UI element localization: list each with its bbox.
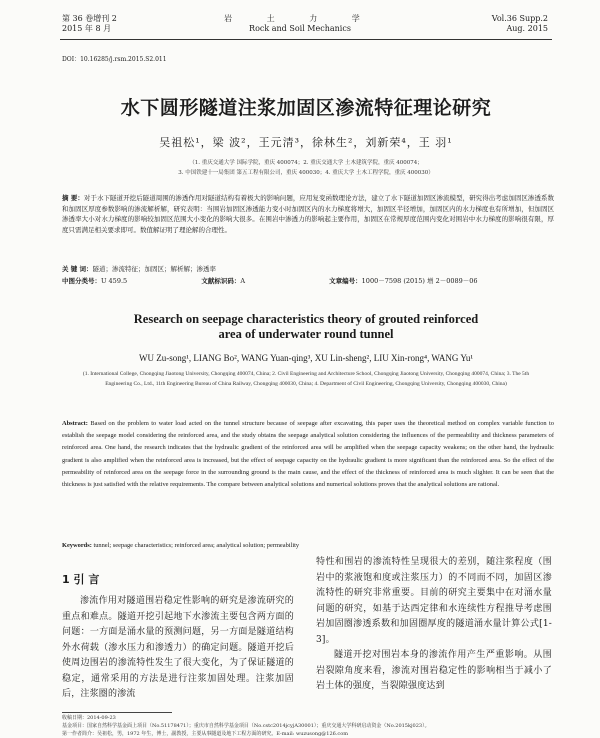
abstract-cn: [62, 193, 554, 235]
header-right: [492, 14, 548, 34]
volume-cn: 第 36 卷增刊 2: [62, 14, 117, 23]
body-column-left: 渗流作用对隧道围岩稳定性影响的研究是渗流研究的重点和难点。隧道开挖引起地下水渗流主要包含两方面的问题：一方面是涌水量的预测问题，另一方面是隧道结构外水荷载（渗水压力和渗透力）的确定问题。隧道开挖后使周边围岩的渗流特性发生了很大变化，为了保证隧道的稳定，通常采用的方法是进行注浆加固处理。注浆加固后，注浆圈的渗流: [62, 596, 294, 699]
title-cn: 水下圆形隧道注浆加固区渗流特征理论研究: [120, 97, 492, 119]
body-paragraph-2: 隧道开挖对围岩本身的渗流作用产生严重影响。从围岩裂隙角度来看，渗流对围岩稳定性的影响相当于减小了岩土体的强度，当裂隙强度达到: [316, 650, 552, 691]
affiliations-en: (1. International College, Chongqing Jiaotong University, Chongqing 400074, China; 2. Civil Engineering and Architecture School, Chongqing Jiaotong University, Chongqing 400074, China; 3. The 5th Engineering Co., Ltd., 11th Engineering Bureau of China Railway, Chongqing 400030, China; 4. Department of Civil Engineering, Chongqing University, Chongqing 400030, China): [82, 371, 530, 387]
abstract-en-label: Abstract:: [62, 420, 88, 427]
title-en-text: Research on seepage characteristics theory of grouted reinforced area of underwater round tunnel: [133, 312, 479, 341]
funding: 基金项目：国家自然科学基金面上项目（No.51178471）；重庆市自然科学基金项目（No.cstc2014jcyjA30001）；重庆交通大学科研启动资金（No.2015kj023）。: [62, 723, 430, 729]
journal-en: Rock and Soil Mechanics: [249, 24, 351, 33]
authors-en: WU Zu-song¹, LIANG Bo², WANG Yuan-qing³, XU Lin-sheng², LIU Xin-rong⁴, WANG Yu¹: [138, 353, 474, 363]
affiliation-cn-1: （1. 重庆交通大学 国际学院，重庆 400074；2. 重庆交通大学 土木建筑学院，重庆 400074；: [189, 160, 423, 166]
keywords-cn-text: 隧道；渗流特征；加固区；解析解；渗透率: [92, 265, 217, 273]
article-no-label: 文章编号：: [329, 277, 362, 285]
classification-line: [62, 276, 554, 287]
date-en: Aug. 2015: [506, 24, 548, 33]
clc-value: U 459.5: [101, 277, 128, 285]
header-left: [62, 14, 117, 34]
title-en: [60, 312, 552, 342]
keywords-cn-label: 关 键 词：: [62, 265, 93, 273]
header-divider: [60, 39, 552, 40]
received-date: 收稿日期：2014-09-23: [62, 715, 116, 721]
journal-cn: 岩 土 力 学: [224, 14, 376, 23]
keywords-cn: [62, 264, 554, 275]
doc-code-value: A: [240, 277, 246, 285]
section-heading: 1 引 言: [62, 573, 100, 586]
keywords-en-label: Keywords:: [62, 542, 92, 549]
body-paragraph-1: 特性和围岩的渗流特性呈现很大的差别，随注浆程度（围岩中的浆液饱和度或注浆压力）的不同而不同，加固区渗流特性的研究非常重要。目前的研究主要集中在对涌水量问题的研究，如基于达西定律和水连续性方程推导考虑围岩加固圈渗透系数和加固圈厚度的隧道涌水量计算公式[1-3]。: [316, 557, 552, 645]
abstract-cn-text: 对于水下隧道开挖后隧道周围的渗透作用对隧道结构有着极大的影响问题，应用复变函数理论方法，建立了水下隧道加固区渗流模型，研究得出考虑加固区渗透系数和加固区厚度参数影响的渗流解析解，研究表明：当围岩加固区渗透能力变小时加固区内的水力梯度将增大，加固区半径增加，加固区内的水力梯度也有所增加，但加固区渗透率大小对水力梯度的影响较加固区范围大小变化的影响大很多。在围岩中渗透力的影响起主要作用，加固区在常规厚度范围内变化对围岩中水力梯度的影响很有限，厚度只需满足相关要求即可。数值解证明了理论解的合理性。: [62, 194, 555, 234]
article-no-value: 1000－7598 (2015) 增 2－0089－06: [361, 277, 478, 285]
authors-cn: 吴祖松¹，梁 波²，王元清³，徐林生²，刘新荣⁴，王 羽¹: [159, 136, 453, 149]
abstract-cn-label: 摘 要：: [62, 194, 84, 202]
abstract-en-text: Based on the problem to water load acted on the tunnel structure because of seepage after excavating, this paper uses the theoretical method on complex variable function to establish the seepage model considering the reinforced area, and the study obtains the seepage analytical solution considering the influences of the permeability and thickness parameters of reinforced area. One hand, the research indicates that the hydraulic gradient of the reinforced area will be amplified when the seepage capacity weakens; on the other hand, the hydraulic gradient is also amplified when the reinforced area is increased, but the effect of seepage capacity on the hydraulic gradient is more significant than the reinforced area. So the effect of the permeability of reinforced area on the seepage force in the surrounding ground is the main cause, and the effect of the thickness of reinforced area is much slighter. It can be seen that the thickness is just satisfied with the relative requirements. The compare between analytical solutions and numerical solutions proves that the analytical solutions are rational.: [62, 420, 554, 489]
abstract-en: [62, 418, 554, 491]
footnote-divider: [62, 712, 172, 713]
doc-code-label: 文献标识码：: [201, 277, 241, 285]
date-cn: 2015 年 8 月: [62, 24, 112, 33]
keywords-en-text: tunnel; seepage characteristics; reinforced area; analytical solution; permeability: [93, 542, 300, 549]
affiliation-cn-2: 3. 中国铁建十一局集团 第五工程有限公司，重庆 400030；4. 重庆大学 土木工程学院，重庆 400030）: [178, 170, 434, 176]
volume-en: Vol.36 Supp.2: [491, 14, 548, 23]
keywords-en: [62, 542, 554, 549]
author-bio: 第一作者简介：吴祖松，男，1972 年生，博士，副教授，主要从事隧道及地下工程方面的研究。E-mail: wuzusong@126.com: [62, 731, 348, 737]
body-column-right: [316, 555, 552, 695]
header-center: [210, 14, 390, 34]
footnote: [62, 714, 552, 738]
clc-label: 中图分类号：: [62, 277, 101, 285]
doi: DOI：10.16285/j.rsm.2015.S2.011: [62, 56, 167, 63]
